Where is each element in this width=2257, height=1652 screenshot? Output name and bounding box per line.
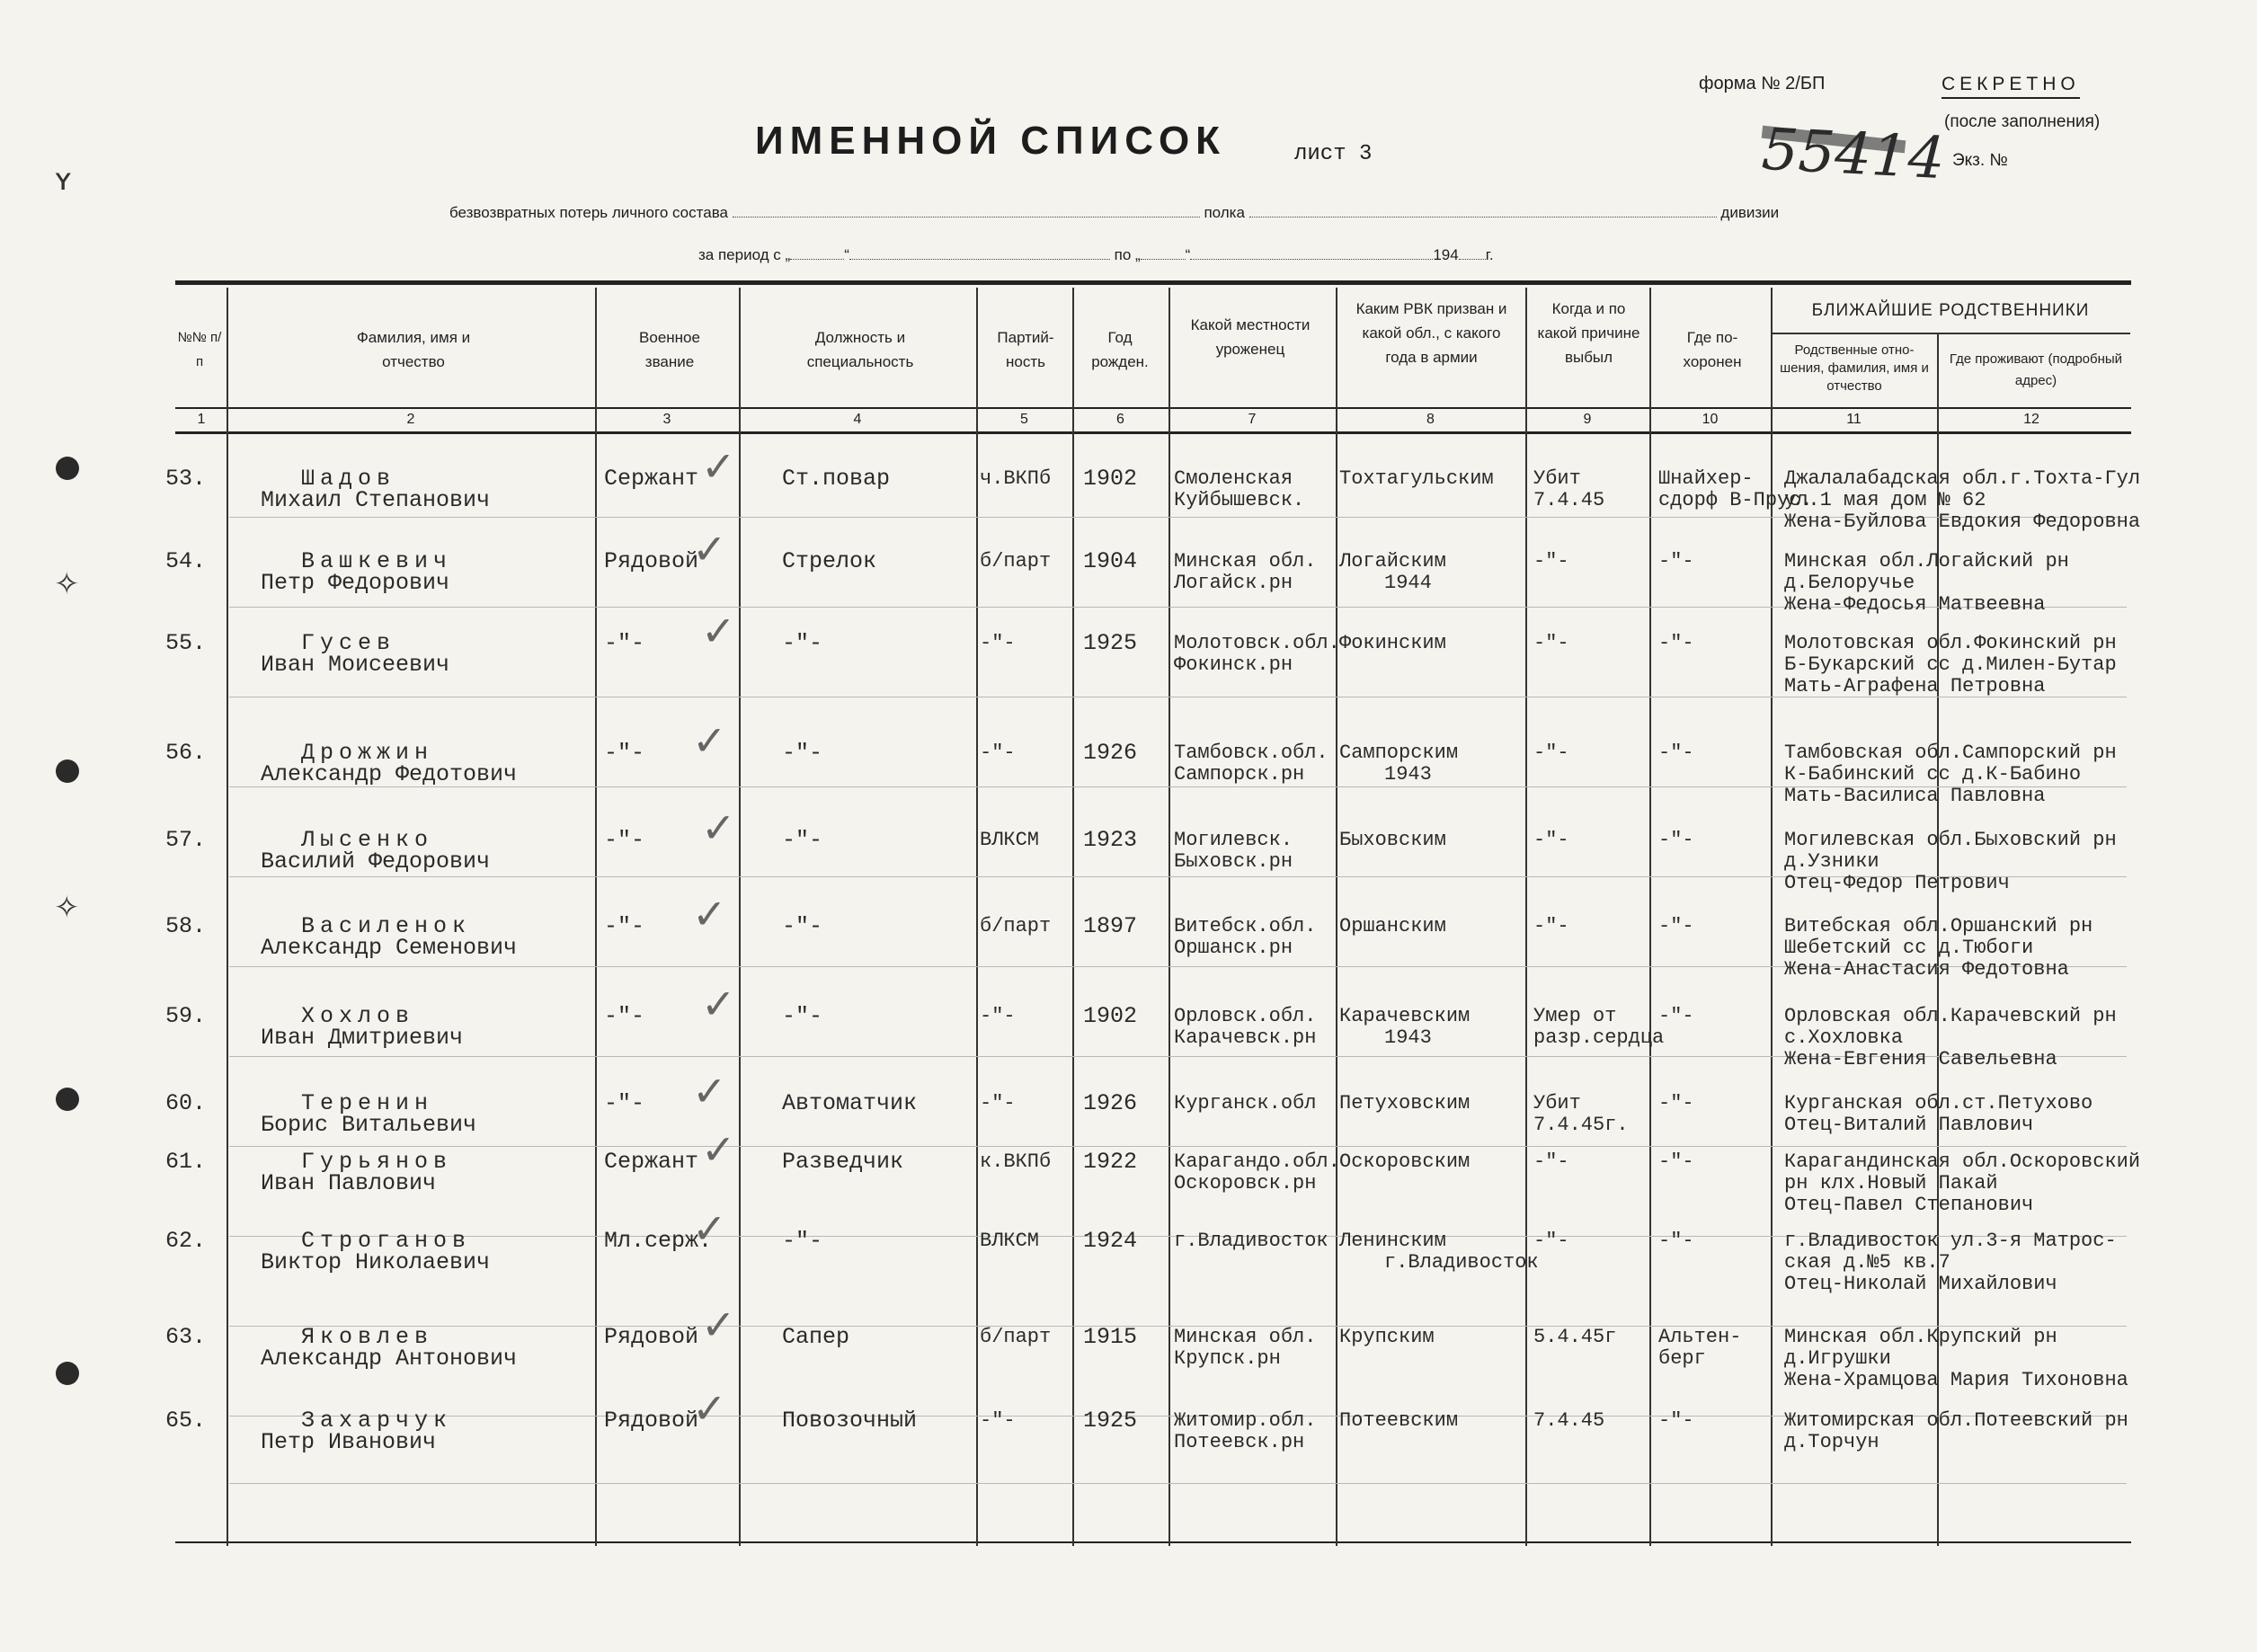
military-rank: -"- <box>604 1090 645 1116</box>
period-year: 194 <box>1433 246 1459 263</box>
sheet-number: лист 3 <box>1294 142 1373 166</box>
table-row <box>0 890 2257 1000</box>
draft-office: Сампорским <box>1339 742 1459 764</box>
given-names: Александр Семенович <box>261 935 518 961</box>
departure-date: разр.сердца <box>1533 1026 1665 1049</box>
draft-office: Крупским <box>1339 1326 1435 1348</box>
departure-reason: -"- <box>1533 829 1569 851</box>
row-number: 53. <box>165 466 207 492</box>
row-number: 62. <box>165 1228 207 1254</box>
military-rank: Сержант <box>604 466 699 492</box>
surname: Шадов <box>301 466 396 492</box>
party-affiliation: -"- <box>980 632 1016 654</box>
birthplace-line2: Быховск.рн <box>1174 850 1293 873</box>
surname: Яковлев <box>301 1324 434 1350</box>
birthplace-line2: Фокинск.рн <box>1174 653 1293 676</box>
military-rank: Мл.серж. <box>604 1228 713 1254</box>
subtitle-regiment: полка <box>1204 204 1245 221</box>
table-row <box>0 607 2257 717</box>
party-affiliation: к.ВКПб <box>980 1150 1052 1173</box>
given-names: Василий Федорович <box>261 848 491 875</box>
given-names: Иван Павлович <box>261 1170 437 1196</box>
secret-label: СЕКРЕТНО <box>1942 74 2080 99</box>
check-mark: ✓ <box>692 716 727 765</box>
party-affiliation: ВЛКСМ <box>980 829 1040 851</box>
table-row <box>0 1301 2257 1411</box>
position: -"- <box>782 913 823 939</box>
position: Стрелок <box>782 548 877 574</box>
relative-address-line2: Шебетский сс д.Тюбоги <box>1784 937 2034 959</box>
given-names: Александр Федотович <box>261 761 518 787</box>
header-post: Должность и специальность <box>806 329 914 370</box>
birth-year: 1897 <box>1083 913 1138 939</box>
birth-year: 1925 <box>1083 1408 1138 1434</box>
given-names: Михаил Степанович <box>261 487 491 513</box>
burial-place-line2: сдорф В-Прус. <box>1658 489 1813 511</box>
relative-address-line2: Б-Букарский сс д.Милен-Бутар <box>1784 653 2117 676</box>
draft-office-line2: 1943 <box>1384 1026 1432 1049</box>
relative-name: Отец-Федор Петрович <box>1784 872 2010 894</box>
departure-reason: -"- <box>1533 632 1569 654</box>
col-num: 1 <box>197 412 206 427</box>
handwritten-number: 55414 <box>1760 116 1947 193</box>
col-num: 10 <box>1702 412 1719 427</box>
given-names: Борис Витальевич <box>261 1112 477 1138</box>
check-mark: ✓ <box>701 1301 736 1349</box>
row-number: 63. <box>165 1324 207 1350</box>
subtitle-division: дивизии <box>1720 204 1780 221</box>
col-num: 11 <box>1846 412 1862 427</box>
relative-address-line1: Молотовская обл.Фокинский рн <box>1784 632 2117 654</box>
birthplace-line2: Логайск.рн <box>1174 572 1293 594</box>
row-number: 59. <box>165 1003 207 1029</box>
surname: Вашкевич <box>301 548 453 574</box>
departure-reason: -"- <box>1533 1150 1569 1173</box>
given-names: Иван Дмитриевич <box>261 1025 464 1051</box>
burial-place: -"- <box>1658 1409 1694 1432</box>
form-number: форма № 2/БП <box>1699 74 1826 93</box>
birth-year: 1902 <box>1083 466 1138 492</box>
header-year: Год рожден. <box>1091 329 1149 370</box>
party-affiliation: -"- <box>980 742 1016 764</box>
table-top-rule <box>175 280 2131 285</box>
row-number: 54. <box>165 548 207 574</box>
period-from: за период с „ <box>698 246 791 263</box>
given-names: Иван Моисеевич <box>261 652 450 678</box>
birth-year: 1923 <box>1083 827 1138 853</box>
page-title: ИМЕННОЙ СПИСОК <box>755 119 1227 163</box>
burial-place-line2: берг <box>1658 1347 1706 1370</box>
burial-place: Альтен- <box>1658 1326 1742 1348</box>
relative-name: Мать-Аграфена Петровна <box>1784 675 2046 697</box>
party-affiliation: б/парт <box>980 550 1052 573</box>
header-origin: Какой местности уроженец <box>1190 316 1311 358</box>
birthplace-line1: Могилевск. <box>1174 829 1293 851</box>
position: -"- <box>782 827 823 853</box>
departure-reason: -"- <box>1533 742 1569 764</box>
check-mark: ✓ <box>701 1125 736 1174</box>
check-mark: ✓ <box>692 1384 727 1433</box>
col-num: 8 <box>1426 412 1435 427</box>
surname: Хохлов <box>301 1003 415 1029</box>
birthplace-line1: Минская обл. <box>1174 550 1317 573</box>
departure-reason: Убит <box>1533 467 1581 490</box>
relative-address-line2: д.Белоручье <box>1784 572 1915 594</box>
copy-number-label: Экз. № <box>1952 151 2008 170</box>
birthplace-line2: Оршанск.рн <box>1174 937 1293 959</box>
row-number: 61. <box>165 1149 207 1175</box>
birth-year: 1922 <box>1083 1149 1138 1175</box>
birthplace-line1: Минская обл. <box>1174 1326 1317 1348</box>
col-num: 9 <box>1583 412 1592 427</box>
position: Ст.повар <box>782 466 891 492</box>
departure-date: 7.4.45 <box>1533 489 1605 511</box>
check-mark: ✓ <box>701 442 736 491</box>
relative-address-line2: Отец-Виталий Павлович <box>1784 1114 2034 1136</box>
relative-address-line2: рн клх.Новый Пакай <box>1784 1172 1998 1195</box>
departure-reason: 5.4.45г <box>1533 1326 1617 1348</box>
row-number: 58. <box>165 913 207 939</box>
given-names: Виктор Николаевич <box>261 1249 491 1275</box>
header-relatives-group: БЛИЖАЙШИЕ РОДСТВЕННИКИ <box>1811 301 2090 320</box>
burial-place: -"- <box>1658 1150 1694 1173</box>
col-num: 12 <box>2023 412 2039 427</box>
relative-address-line1: Житомирская обл.Потеевский рн <box>1784 1409 2128 1432</box>
birth-year: 1926 <box>1083 740 1138 766</box>
birthplace-line1: Тамбовск.обл. <box>1174 742 1328 764</box>
birth-year: 1925 <box>1083 630 1138 656</box>
relative-address-line1: г.Владивосток ул.3-я Матрос- <box>1784 1230 2117 1252</box>
draft-office: Тохтагульским <box>1339 467 1494 490</box>
draft-office: Карачевским <box>1339 1005 1471 1027</box>
surname: Захарчук <box>301 1408 453 1434</box>
relative-name: Жена-Храмцова Мария Тихоновна <box>1784 1369 2128 1391</box>
birthplace-line1: Молотовск.обл. <box>1174 632 1340 654</box>
row-number: 57. <box>165 827 207 853</box>
surname: Теренин <box>301 1090 434 1116</box>
draft-office-line2: 1943 <box>1384 763 1432 786</box>
relative-address-line2: ская д.№5 кв.7 <box>1784 1251 1950 1274</box>
birthplace-line2: Крупск.рн <box>1174 1347 1281 1370</box>
departure-reason: -"- <box>1533 550 1569 573</box>
military-rank: Рядовой <box>604 1408 699 1434</box>
burial-place: -"- <box>1658 1005 1694 1027</box>
military-rank: Рядовой <box>604 548 699 574</box>
check-mark: ✓ <box>692 1204 727 1253</box>
birth-year: 1902 <box>1083 1003 1138 1029</box>
table-row <box>0 716 2257 827</box>
row-number: 56. <box>165 740 207 766</box>
check-mark: ✓ <box>692 525 727 573</box>
departure-reason: Умер от <box>1533 1005 1617 1027</box>
birthplace-line1: Курганск.обл <box>1174 1092 1317 1115</box>
relative-name: Жена-Буйлова Евдокия Федоровна <box>1784 511 2141 533</box>
table-row <box>0 980 2257 1090</box>
burial-place: -"- <box>1658 1092 1694 1115</box>
after-fill-note: (после заполнения) <box>1944 112 2101 131</box>
col-num: 3 <box>662 412 671 427</box>
col-num: 4 <box>853 412 862 427</box>
position: Сапер <box>782 1324 850 1350</box>
table-row <box>0 1384 2257 1495</box>
margin-mark: ✧ <box>54 566 80 602</box>
burial-place: -"- <box>1658 632 1694 654</box>
relative-name: Жена-Федосья Матвеевна <box>1784 593 2046 616</box>
position: Повозочный <box>782 1408 918 1434</box>
birthplace-line1: Смоленская <box>1174 467 1293 490</box>
relative-name: Отец-Павел Степанович <box>1784 1194 2034 1216</box>
surname: Строганов <box>301 1228 472 1254</box>
draft-office: Петуховским <box>1339 1092 1471 1115</box>
birth-year: 1915 <box>1083 1324 1138 1350</box>
relative-address-line1: Орловская обл.Карачевский рн <box>1784 1005 2117 1027</box>
header-burial: Где по-хоронен <box>1683 329 1742 370</box>
given-names: Александр Антонович <box>261 1346 518 1372</box>
burial-place: -"- <box>1658 742 1694 764</box>
relative-address-line2: ул.1 мая дом № 62 <box>1784 489 1986 511</box>
relative-name: Жена-Анастасия Федотовна <box>1784 958 2069 981</box>
party-affiliation: б/парт <box>980 1326 1052 1348</box>
table-row <box>0 804 2257 914</box>
birthplace-line1: Житомир.обл. <box>1174 1409 1317 1432</box>
draft-office: Фокинским <box>1339 632 1446 654</box>
position: -"- <box>782 740 823 766</box>
surname: Дрожжин <box>301 740 434 766</box>
col-num: 2 <box>406 412 415 427</box>
birthplace-line1: Карагандо.обл. <box>1174 1150 1340 1173</box>
col-num: 6 <box>1116 412 1124 427</box>
draft-office: Оршанским <box>1339 915 1446 937</box>
burial-place: -"- <box>1658 550 1694 573</box>
relative-address-line1: Курганская обл.ст.Петухово <box>1784 1092 2093 1115</box>
military-rank: -"- <box>604 827 645 853</box>
party-affiliation: -"- <box>980 1409 1016 1432</box>
header-address: Где проживают (подробный адрес) <box>1949 351 2123 388</box>
party-affiliation: б/парт <box>980 915 1052 937</box>
table-row <box>0 442 2257 553</box>
military-rank: -"- <box>604 913 645 939</box>
relative-address-line1: Могилевская обл.Быховский рн <box>1784 829 2117 851</box>
military-rank: -"- <box>604 630 645 656</box>
subtitle-line <box>449 204 1834 222</box>
relative-address-line2: с.Хохловка <box>1784 1026 1904 1049</box>
military-rank: -"- <box>604 740 645 766</box>
relative-address-line1: Витебская обл.Оршанский рн <box>1784 915 2093 937</box>
header-out: Когда и по какой причине выбыл <box>1537 300 1640 366</box>
burial-place: -"- <box>1658 829 1694 851</box>
header-relation: Родственные отно-шения, фамилия, имя и отчество <box>1780 342 1929 394</box>
birth-year: 1926 <box>1083 1090 1138 1116</box>
position: -"- <box>782 630 823 656</box>
draft-office: Оскоровским <box>1339 1150 1471 1173</box>
military-rank: -"- <box>604 1003 645 1029</box>
military-rank: Рядовой <box>604 1324 699 1350</box>
departure-reason: Убит <box>1533 1092 1581 1115</box>
departure-date: 7.4.45г. <box>1533 1114 1629 1136</box>
position: -"- <box>782 1003 823 1029</box>
surname: Василенок <box>301 913 472 939</box>
relative-address-line2: К-Бабинский сс д.К-Бабино <box>1784 763 2082 786</box>
relative-address-line1: Минская обл.Крупский рн <box>1784 1326 2057 1348</box>
relative-address-line2: д.Игрушки <box>1784 1347 1891 1370</box>
birthplace-line1: Орловск.обл. <box>1174 1005 1317 1027</box>
draft-office: Ленинским <box>1339 1230 1446 1252</box>
surname: Гурьянов <box>301 1149 453 1175</box>
header-num: №№ п/п <box>177 330 222 369</box>
relative-name: Мать-Василиса Павловна <box>1784 785 2046 807</box>
burial-place: -"- <box>1658 1230 1694 1252</box>
row-number: 55. <box>165 630 207 656</box>
party-affiliation: ч.ВКПб <box>980 467 1052 490</box>
military-rank: Сержант <box>604 1149 699 1175</box>
draft-office: Быховским <box>1339 829 1446 851</box>
birthplace-line2: Куйбышевск. <box>1174 489 1305 511</box>
relative-address-line2: д.Торчун <box>1784 1431 1879 1453</box>
period-to: по „ <box>1114 246 1141 263</box>
party-affiliation: ВЛКСМ <box>980 1230 1040 1252</box>
margin-mark: ✧ <box>54 890 80 926</box>
relative-name: Жена-Евгения Савельевна <box>1784 1048 2057 1070</box>
birthplace-line2: Сампорск.рн <box>1174 763 1305 786</box>
birthplace-line2: Потеевск.рн <box>1174 1431 1305 1453</box>
given-names: Петр Иванович <box>261 1429 437 1455</box>
relative-address-line1: Минская обл.Логайский рн <box>1784 550 2069 573</box>
birthplace-line1: Витебск.обл. <box>1174 915 1317 937</box>
table-numbers-rule <box>175 431 2131 434</box>
header-rvk: Каким РВК призван и какой обл., с какого года в армии <box>1355 300 1507 366</box>
row-number: 60. <box>165 1090 207 1116</box>
surname: Лысенко <box>301 827 434 853</box>
header-party: Партий-ность <box>997 329 1054 370</box>
relative-address-line1: Карагандинская обл.Оскоровский <box>1784 1150 2141 1173</box>
draft-office-line2: г.Владивосток <box>1384 1251 1539 1274</box>
check-mark: ✓ <box>701 804 736 852</box>
birth-year: 1904 <box>1083 548 1138 574</box>
party-affiliation: -"- <box>980 1005 1016 1027</box>
table-bottom-rule <box>175 1541 2131 1543</box>
table-header-rule <box>175 407 2131 409</box>
check-mark: ✓ <box>692 890 727 938</box>
relative-name: Отец-Николай Михайлович <box>1784 1273 2057 1295</box>
given-names: Петр Федорович <box>261 570 450 596</box>
departure-reason: -"- <box>1533 1230 1569 1252</box>
draft-office-line2: 1944 <box>1384 572 1432 594</box>
draft-office: Логайским <box>1339 550 1446 573</box>
subtitle-lead: безвозвратных потерь личного состава <box>449 204 728 221</box>
birthplace-line1: г.Владивосток <box>1174 1230 1328 1252</box>
position: Автоматчик <box>782 1090 918 1116</box>
col-num: 7 <box>1248 412 1257 427</box>
period-g: г. <box>1485 246 1494 263</box>
check-mark: ✓ <box>701 980 736 1028</box>
departure-reason: 7.4.45 <box>1533 1409 1605 1432</box>
position: Разведчик <box>782 1149 904 1175</box>
birthplace-line2: Оскоровск.рн <box>1174 1172 1317 1195</box>
relative-address-line1: Джалалабадская обл.г.Тохта-Гул <box>1784 467 2141 490</box>
header-name: Фамилия, имя и отчество <box>356 329 471 370</box>
position: -"- <box>782 1228 823 1254</box>
margin-mark: ʏ <box>54 162 73 198</box>
relative-address-line1: Тамбовская обл.Сампорский рн <box>1784 742 2117 764</box>
party-affiliation: -"- <box>980 1092 1016 1115</box>
surname: Гусев <box>301 630 396 656</box>
draft-office: Потеевским <box>1339 1409 1459 1432</box>
relative-address-line2: д.Узники <box>1784 850 1879 873</box>
col-num: 5 <box>1020 412 1028 427</box>
check-mark: ✓ <box>701 607 736 655</box>
departure-reason: -"- <box>1533 915 1569 937</box>
birth-year: 1924 <box>1083 1228 1138 1254</box>
row-number: 65. <box>165 1408 207 1434</box>
birthplace-line2: Карачевск.рн <box>1174 1026 1317 1049</box>
burial-place: Шнайхер- <box>1658 467 1754 490</box>
table-row <box>0 525 2257 635</box>
period-line: за период с „ “ по „ “ 194 г. <box>698 246 1494 263</box>
check-mark: ✓ <box>692 1067 727 1115</box>
relatives-rule <box>1771 333 2130 334</box>
header-rank: Военное звание <box>639 329 700 370</box>
burial-place: -"- <box>1658 915 1694 937</box>
